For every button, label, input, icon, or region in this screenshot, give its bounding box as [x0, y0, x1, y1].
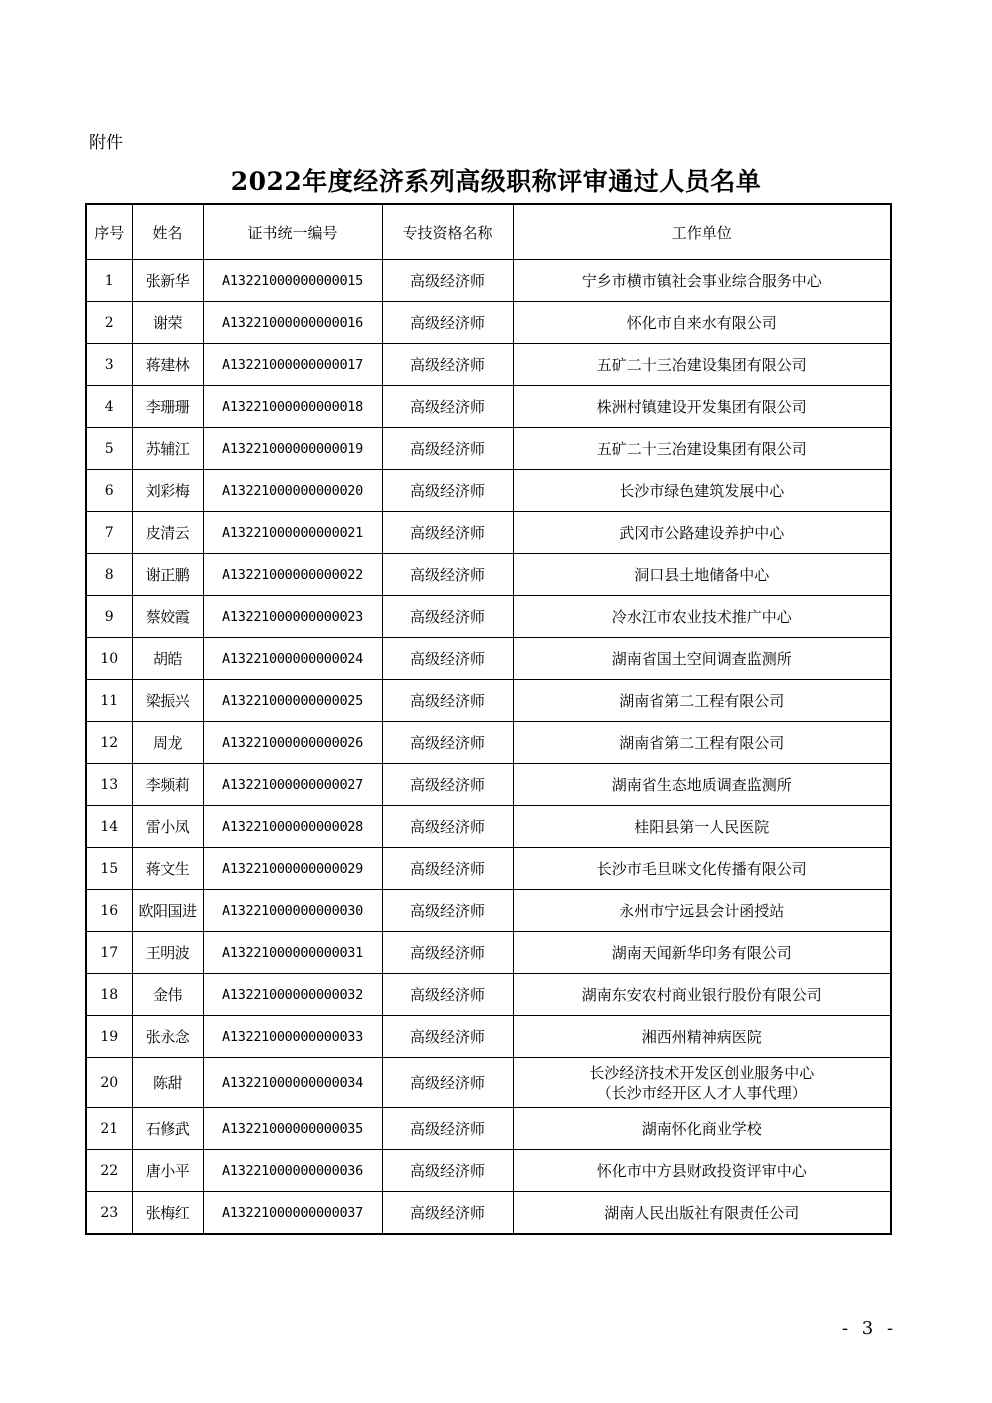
- cell-no: 10: [86, 638, 132, 680]
- cell-work-unit: 怀化市自来水有限公司: [513, 302, 891, 344]
- table-row: [86, 974, 891, 1016]
- cell-name: 谢正鹏: [132, 554, 203, 596]
- cell-name: 蒋建林: [132, 344, 203, 386]
- document-title: 2022年度经济系列高级职称评审通过人员名单: [230, 167, 762, 196]
- table-row: [86, 1150, 891, 1192]
- cell-name: 金伟: [132, 974, 203, 1016]
- roster-table: [85, 203, 892, 1235]
- cell-work-unit: 湖南天闻新华印务有限公司: [513, 932, 891, 974]
- header-cell-no: 序号: [86, 204, 132, 260]
- cell-qualification: 高级经济师: [382, 1108, 513, 1150]
- table-row: [86, 344, 891, 386]
- cell-cert-number: A13221000000000036: [203, 1150, 382, 1192]
- cell-qualification: 高级经济师: [382, 890, 513, 932]
- cell-qualification: 高级经济师: [382, 1016, 513, 1058]
- cell-work-unit: 长沙市绿色建筑发展中心: [513, 470, 891, 512]
- cell-cert-number: A13221000000000026: [203, 722, 382, 764]
- cell-name: 李珊珊: [132, 386, 203, 428]
- cell-work-unit: 武冈市公路建设养护中心: [513, 512, 891, 554]
- cell-qualification: 高级经济师: [382, 1150, 513, 1192]
- cell-no: 15: [86, 848, 132, 890]
- table-row: [86, 638, 891, 680]
- table-header-row: [86, 204, 891, 260]
- cell-qualification: 高级经济师: [382, 722, 513, 764]
- cell-no: 9: [86, 596, 132, 638]
- cell-cert-number: A13221000000000025: [203, 680, 382, 722]
- cell-work-unit: 湘西州精神病医院: [513, 1016, 891, 1058]
- cell-qualification: 高级经济师: [382, 386, 513, 428]
- cell-qualification: 高级经济师: [382, 680, 513, 722]
- cell-name: 李频莉: [132, 764, 203, 806]
- cell-qualification: 高级经济师: [382, 848, 513, 890]
- cell-qualification: 高级经济师: [382, 470, 513, 512]
- cell-work-unit: 五矿二十三冶建设集团有限公司: [513, 344, 891, 386]
- table-row: [86, 512, 891, 554]
- cell-name: 欧阳国进: [132, 890, 203, 932]
- cell-cert-number: A13221000000000020: [203, 470, 382, 512]
- table-row: [86, 1016, 891, 1058]
- table-row: [86, 302, 891, 344]
- cell-cert-number: A13221000000000016: [203, 302, 382, 344]
- cell-name: 唐小平: [132, 1150, 203, 1192]
- work-unit-line-secondary: （长沙市经开区人才人事代理）: [596, 1083, 807, 1102]
- header-cell-qualification: 专技资格名称: [382, 204, 513, 260]
- cell-work-unit: 长沙市毛旦咪文化传播有限公司: [513, 848, 891, 890]
- cell-cert-number: A13221000000000033: [203, 1016, 382, 1058]
- cell-qualification: 高级经济师: [382, 764, 513, 806]
- cell-no: 8: [86, 554, 132, 596]
- cell-name: 张永念: [132, 1016, 203, 1058]
- cell-no: 19: [86, 1016, 132, 1058]
- cell-cert-number: A13221000000000027: [203, 764, 382, 806]
- cell-work-unit: 洞口县土地储备中心: [513, 554, 891, 596]
- cell-work-unit: 湖南东安农村商业银行股份有限公司: [513, 974, 891, 1016]
- cell-work-unit: 湖南省生态地质调查监测所: [513, 764, 891, 806]
- cell-work-unit: 宁乡市横市镇社会事业综合服务中心: [513, 260, 891, 302]
- cell-work-unit: 湖南怀化商业学校: [513, 1108, 891, 1150]
- cell-cert-number: A13221000000000022: [203, 554, 382, 596]
- cell-name: 皮清云: [132, 512, 203, 554]
- cell-name: 张新华: [132, 260, 203, 302]
- cell-cert-number: A13221000000000024: [203, 638, 382, 680]
- table-row: [86, 806, 891, 848]
- cell-name: 周龙: [132, 722, 203, 764]
- table-row: [86, 1108, 891, 1150]
- cell-qualification: 高级经济师: [382, 806, 513, 848]
- cell-name: 王明波: [132, 932, 203, 974]
- cell-cert-number: A13221000000000017: [203, 344, 382, 386]
- cell-no: 2: [86, 302, 132, 344]
- cell-no: 7: [86, 512, 132, 554]
- cell-qualification: 高级经济师: [382, 554, 513, 596]
- cell-no: 5: [86, 428, 132, 470]
- table-row: [86, 596, 891, 638]
- cell-cert-number: A13221000000000034: [203, 1058, 382, 1108]
- table-row: [86, 932, 891, 974]
- table-row: [86, 680, 891, 722]
- cell-qualification: 高级经济师: [382, 596, 513, 638]
- attachment-label: 附件: [89, 133, 123, 153]
- cell-cert-number: A13221000000000021: [203, 512, 382, 554]
- table-row: [86, 1192, 891, 1235]
- table-row: [86, 554, 891, 596]
- cell-name: 雷小凤: [132, 806, 203, 848]
- cell-name: 苏辅江: [132, 428, 203, 470]
- cell-cert-number: A13221000000000035: [203, 1108, 382, 1150]
- cell-qualification: 高级经济师: [382, 260, 513, 302]
- cell-no: 20: [86, 1058, 132, 1108]
- cell-no: 22: [86, 1150, 132, 1192]
- cell-qualification: 高级经济师: [382, 1192, 513, 1235]
- cell-cert-number: A13221000000000023: [203, 596, 382, 638]
- cell-name: 石修武: [132, 1108, 203, 1150]
- cell-name: 蔡姣霞: [132, 596, 203, 638]
- cell-name: 谢荣: [132, 302, 203, 344]
- cell-name: 胡皓: [132, 638, 203, 680]
- table-row: [86, 386, 891, 428]
- cell-no: 21: [86, 1108, 132, 1150]
- cell-qualification: 高级经济师: [382, 974, 513, 1016]
- cell-qualification: 高级经济师: [382, 512, 513, 554]
- cell-no: 11: [86, 680, 132, 722]
- cell-no: 16: [86, 890, 132, 932]
- cell-work-unit: 怀化市中方县财政投资评审中心: [513, 1150, 891, 1192]
- cell-name: 蒋文生: [132, 848, 203, 890]
- cell-qualification: 高级经济师: [382, 428, 513, 470]
- cell-work-unit: 永州市宁远县会计函授站: [513, 890, 891, 932]
- cell-work-unit: 湖南省第二工程有限公司: [513, 722, 891, 764]
- cell-work-unit: 株洲村镇建设开发集团有限公司: [513, 386, 891, 428]
- cell-cert-number: A13221000000000019: [203, 428, 382, 470]
- cell-no: 6: [86, 470, 132, 512]
- cell-name: 刘彩梅: [132, 470, 203, 512]
- table-row: [86, 470, 891, 512]
- cell-qualification: 高级经济师: [382, 344, 513, 386]
- header-cell-name: 姓名: [132, 204, 203, 260]
- table-row: [86, 260, 891, 302]
- cell-cert-number: A13221000000000030: [203, 890, 382, 932]
- cell-no: 18: [86, 974, 132, 1016]
- cell-cert-number: A13221000000000029: [203, 848, 382, 890]
- cell-no: 12: [86, 722, 132, 764]
- page-number: - 3 -: [842, 1318, 898, 1339]
- cell-work-unit: 桂阳县第一人民医院: [513, 806, 891, 848]
- cell-no: 4: [86, 386, 132, 428]
- cell-cert-number: A13221000000000028: [203, 806, 382, 848]
- cell-no: 23: [86, 1192, 132, 1235]
- header-cell-cert: 证书统一编号: [203, 204, 382, 260]
- cell-qualification: 高级经济师: [382, 1058, 513, 1108]
- cell-work-unit: [513, 1058, 891, 1108]
- cell-qualification: 高级经济师: [382, 302, 513, 344]
- header-cell-unit: 工作单位: [513, 204, 891, 260]
- work-unit-line: 长沙经济技术开发区创业服务中心: [589, 1063, 815, 1082]
- cell-no: 14: [86, 806, 132, 848]
- table-row: [86, 1058, 891, 1108]
- cell-no: 1: [86, 260, 132, 302]
- cell-cert-number: A13221000000000018: [203, 386, 382, 428]
- cell-qualification: 高级经济师: [382, 932, 513, 974]
- cell-no: 17: [86, 932, 132, 974]
- cell-cert-number: A13221000000000031: [203, 932, 382, 974]
- cell-name: 梁振兴: [132, 680, 203, 722]
- cell-work-unit: 湖南人民出版社有限责任公司: [513, 1192, 891, 1235]
- cell-work-unit: 五矿二十三冶建设集团有限公司: [513, 428, 891, 470]
- table-row: [86, 848, 891, 890]
- cell-no: 13: [86, 764, 132, 806]
- cell-work-unit: 湖南省国土空间调查监测所: [513, 638, 891, 680]
- table-row: [86, 428, 891, 470]
- cell-name: 陈甜: [132, 1058, 203, 1108]
- table-row: [86, 764, 891, 806]
- table-row: [86, 890, 891, 932]
- table-row: [86, 722, 891, 764]
- cell-cert-number: A13221000000000015: [203, 260, 382, 302]
- cell-cert-number: A13221000000000037: [203, 1192, 382, 1235]
- cell-work-unit: 湖南省第二工程有限公司: [513, 680, 891, 722]
- table-body: [86, 260, 891, 1235]
- cell-no: 3: [86, 344, 132, 386]
- cell-qualification: 高级经济师: [382, 638, 513, 680]
- cell-name: 张梅红: [132, 1192, 203, 1235]
- cell-cert-number: A13221000000000032: [203, 974, 382, 1016]
- cell-work-unit: 冷水江市农业技术推广中心: [513, 596, 891, 638]
